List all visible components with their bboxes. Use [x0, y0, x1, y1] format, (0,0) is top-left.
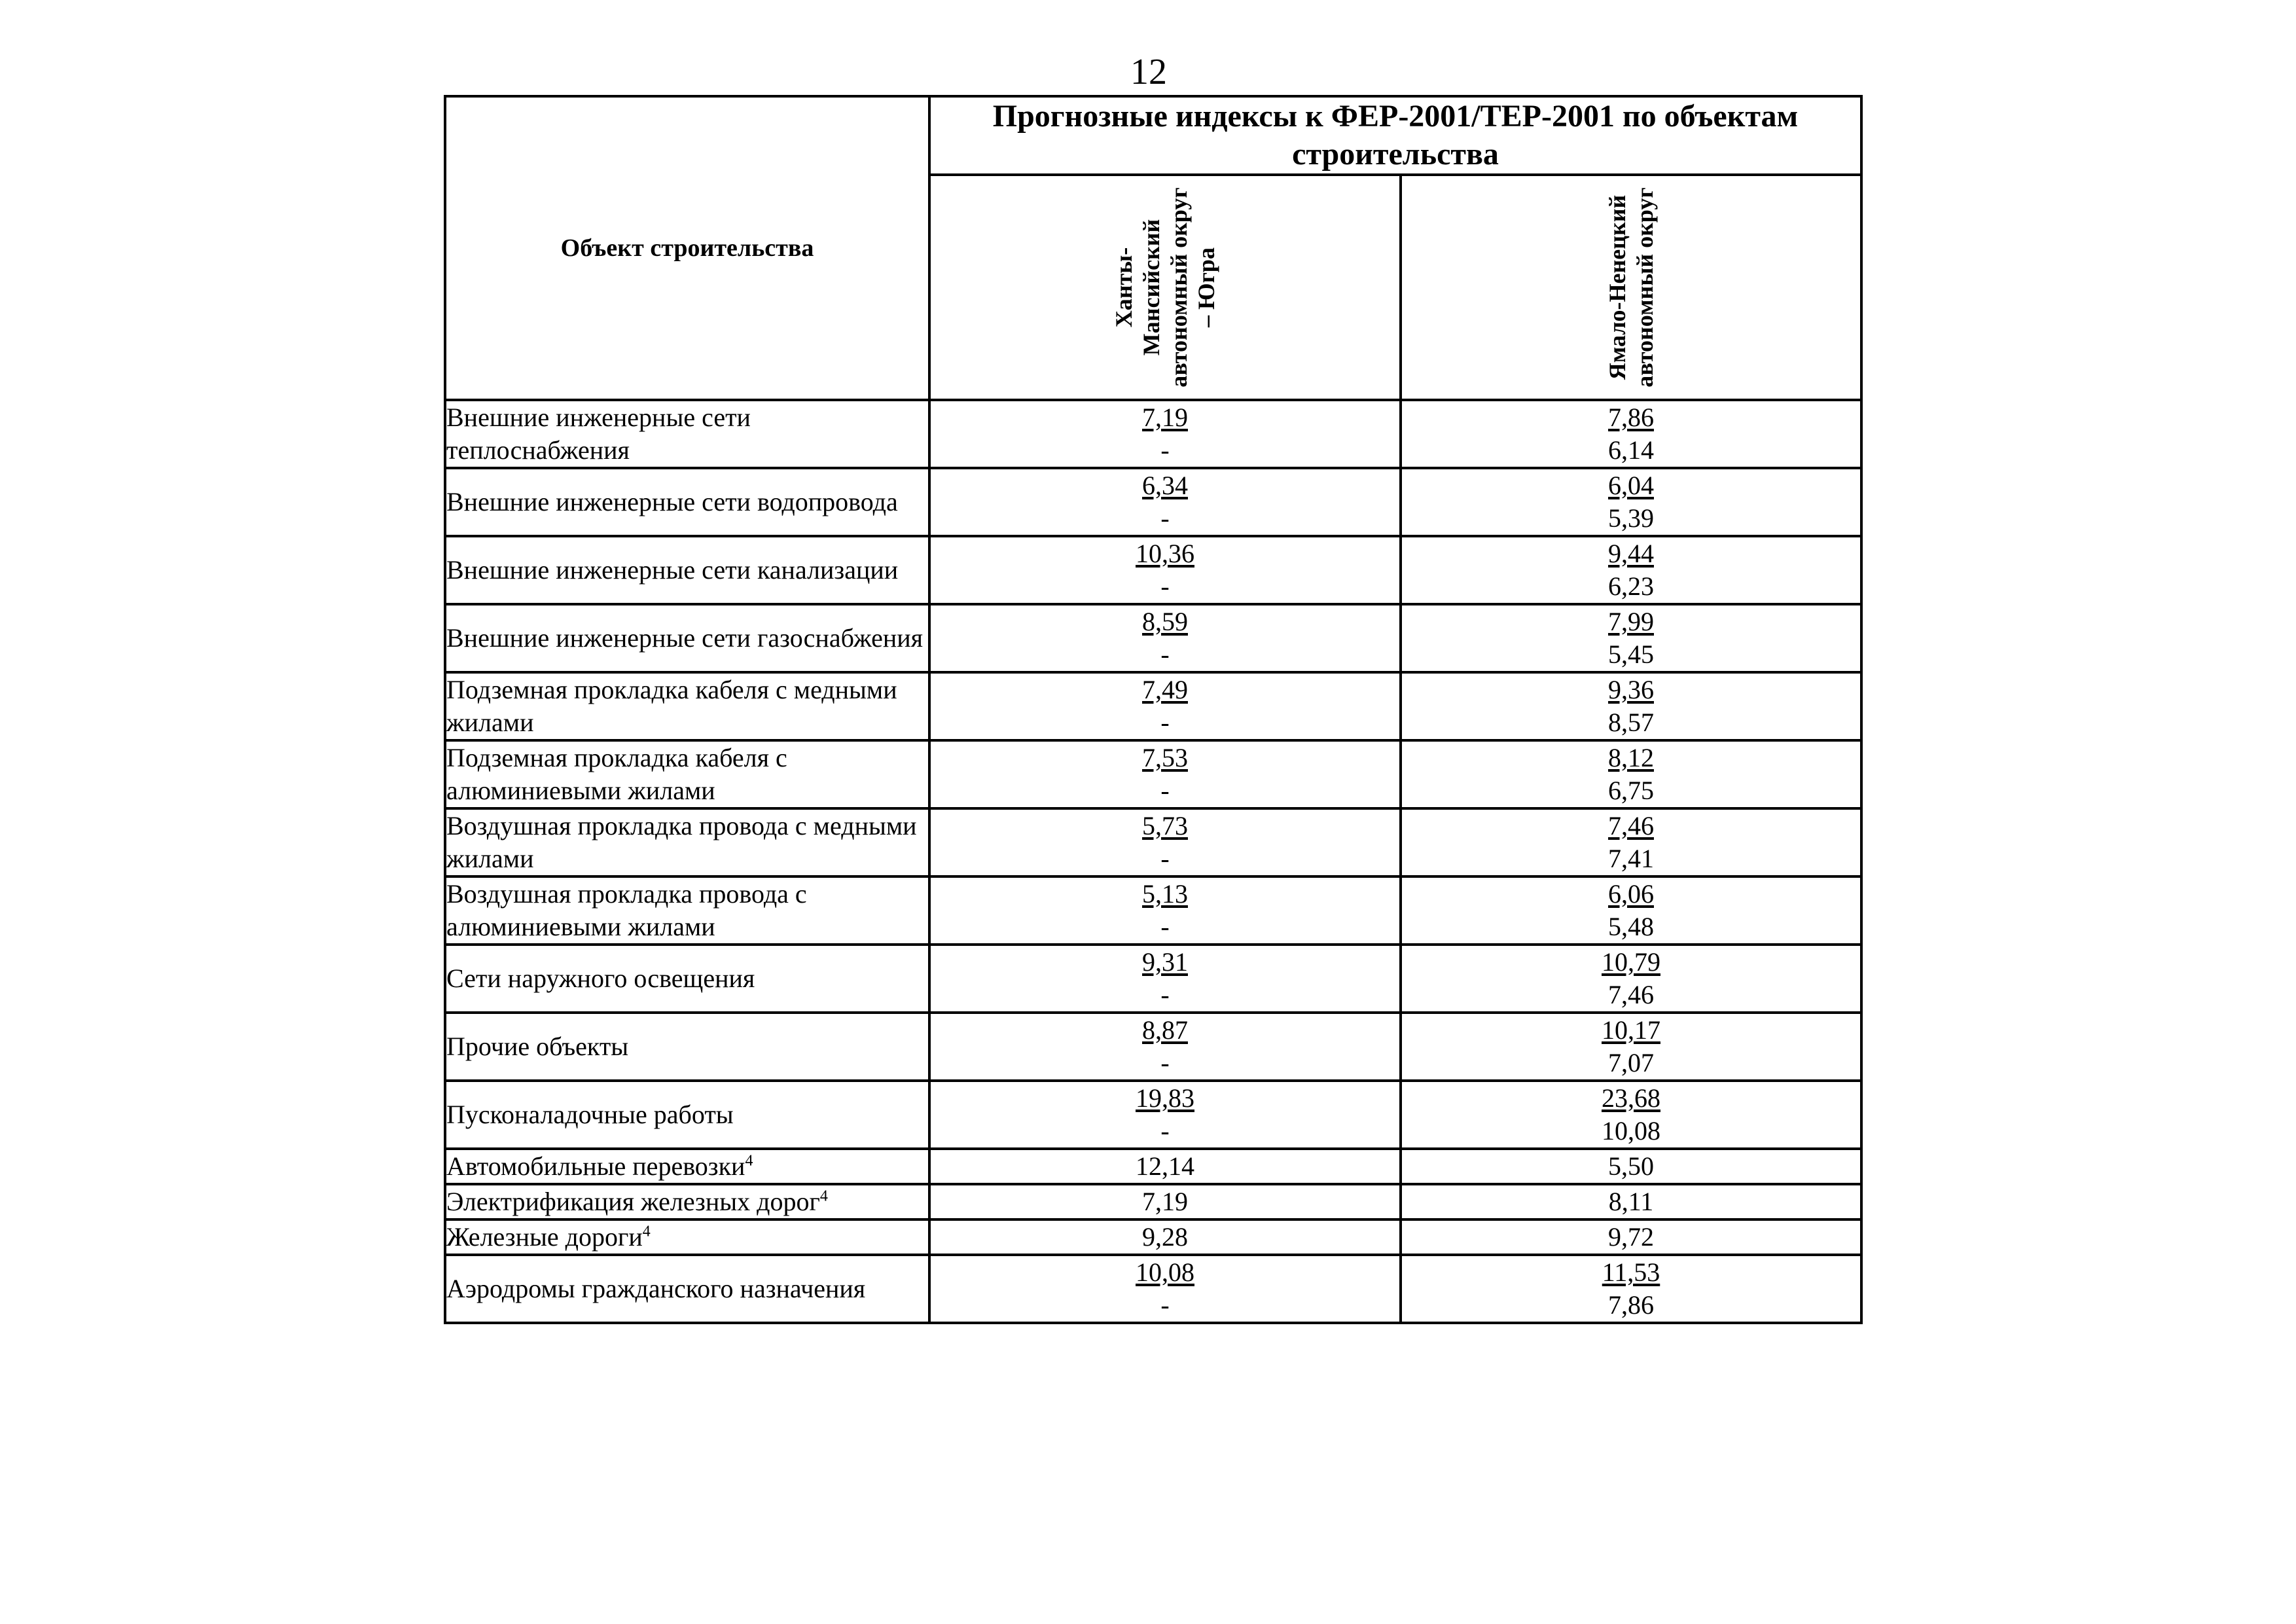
- hmao-index-top: 5,13: [1142, 879, 1188, 909]
- hmao-index-top: 12,14: [1136, 1151, 1194, 1181]
- table-row: [445, 1255, 1861, 1323]
- object-name-cell: Автомобильные перевозки$^4$: [445, 1149, 929, 1184]
- hmao-index-cell: [929, 740, 1401, 808]
- yanao-index-cell: [1401, 1219, 1861, 1255]
- hmao-index-cell: [929, 945, 1401, 1013]
- yanao-index-top: 8,12: [1608, 743, 1654, 772]
- hmao-index-cell: [929, 536, 1401, 604]
- yanao-index-top: 7,46: [1608, 811, 1654, 840]
- table-row: [445, 876, 1861, 945]
- hmao-index-bottom: -: [1160, 708, 1170, 737]
- yanao-index-bottom: 5,48: [1608, 912, 1654, 941]
- yanao-index-top: 7,99: [1608, 607, 1654, 636]
- hmao-index-top: 8,87: [1142, 1015, 1188, 1045]
- yanao-index-cell: [1401, 876, 1861, 945]
- yanao-index-top: 9,44: [1608, 539, 1654, 568]
- yanao-index-top: 8,11: [1608, 1187, 1654, 1216]
- table-row: [445, 1149, 1861, 1184]
- table-row: [445, 1184, 1861, 1219]
- region-header-hmao: Ханты-Мансийский автономный округ – Югра: [929, 175, 1401, 400]
- hmao-index-bottom: -: [1160, 844, 1170, 873]
- yanao-index-bottom: 6,23: [1608, 571, 1654, 601]
- index-table: [444, 95, 1863, 1324]
- yanao-index-cell: [1401, 536, 1861, 604]
- object-name-cell: Аэродромы гражданского назначения: [445, 1255, 929, 1323]
- table-row: [445, 536, 1861, 604]
- hmao-index-bottom: -: [1160, 435, 1170, 465]
- hmao-index-top: 19,83: [1136, 1083, 1194, 1113]
- object-name-cell: Внешние инженерные сети водопровода: [445, 468, 929, 536]
- hmao-index-bottom: -: [1160, 1290, 1170, 1320]
- hmao-index-cell: [929, 468, 1401, 536]
- hmao-index-cell: [929, 876, 1401, 945]
- yanao-index-cell: [1401, 672, 1861, 740]
- yanao-index-cell: [1401, 1149, 1861, 1184]
- hmao-index-bottom: -: [1160, 776, 1170, 805]
- yanao-index-bottom: 5,45: [1608, 640, 1654, 669]
- table-row: [445, 740, 1861, 808]
- yanao-index-top: 23,68: [1602, 1083, 1660, 1113]
- yanao-index-cell: [1401, 400, 1861, 468]
- hmao-index-top: 6,34: [1142, 471, 1188, 500]
- hmao-index-cell: [929, 672, 1401, 740]
- hmao-index-bottom: -: [1160, 503, 1170, 533]
- object-name-cell: Воздушная прокладка провода с медными жилами: [445, 808, 929, 876]
- yanao-index-cell: [1401, 740, 1861, 808]
- yanao-index-bottom: 7,41: [1608, 844, 1654, 873]
- yanao-index-bottom: 6,75: [1608, 776, 1654, 805]
- yanao-index-bottom: 7,86: [1608, 1290, 1654, 1320]
- table-row: [445, 672, 1861, 740]
- yanao-index-bottom: 7,07: [1608, 1048, 1654, 1077]
- yanao-index-cell: [1401, 808, 1861, 876]
- yanao-index-bottom: 8,57: [1608, 708, 1654, 737]
- hmao-index-bottom: -: [1160, 1048, 1170, 1077]
- table-row: [445, 604, 1861, 672]
- hmao-index-bottom: -: [1160, 640, 1170, 669]
- hmao-index-bottom: -: [1160, 571, 1170, 601]
- object-name-cell: Внешние инженерные сети газоснабжения: [445, 604, 929, 672]
- region-header-yanao: Ямало-Ненецкий автономный округ: [1401, 175, 1861, 400]
- yanao-index-top: 9,36: [1608, 675, 1654, 704]
- table-row: [445, 400, 1861, 468]
- hmao-index-bottom: -: [1160, 980, 1170, 1009]
- table-body: [445, 400, 1861, 1323]
- yanao-index-bottom: 6,14: [1608, 435, 1654, 465]
- yanao-index-cell: [1401, 1184, 1861, 1219]
- hmao-index-cell: [929, 604, 1401, 672]
- header-row: [445, 96, 1861, 175]
- hmao-index-bottom: -: [1160, 912, 1170, 941]
- object-name-cell: Подземная прокладка кабеля с медными жилами: [445, 672, 929, 740]
- object-name-cell: Воздушная прокладка провода с алюминиевыми жилами: [445, 876, 929, 945]
- table-row: [445, 1081, 1861, 1149]
- yanao-index-cell: [1401, 1081, 1861, 1149]
- hmao-index-cell: [929, 1184, 1401, 1219]
- hmao-index-top: 8,59: [1142, 607, 1188, 636]
- hmao-index-top: 10,08: [1136, 1257, 1194, 1287]
- object-name-cell: Внешние инженерные сети теплоснабжения: [445, 400, 929, 468]
- object-name-cell: Сети наружного освещения: [445, 945, 929, 1013]
- yanao-index-top: 6,06: [1608, 879, 1654, 909]
- table-row: [445, 1219, 1861, 1255]
- yanao-index-bottom: 7,46: [1608, 980, 1654, 1009]
- hmao-index-top: 7,53: [1142, 743, 1188, 772]
- yanao-index-cell: [1401, 468, 1861, 536]
- yanao-index-top: 5,50: [1608, 1151, 1654, 1181]
- hmao-index-cell: [929, 1149, 1401, 1184]
- yanao-index-top: 7,86: [1608, 403, 1654, 432]
- yanao-index-top: 11,53: [1602, 1257, 1660, 1287]
- yanao-index-cell: [1401, 945, 1861, 1013]
- yanao-index-top: 6,04: [1608, 471, 1654, 500]
- hmao-index-cell: [929, 400, 1401, 468]
- yanao-index-bottom: 10,08: [1602, 1116, 1660, 1146]
- object-name-cell: Пусконаладочные работы: [445, 1081, 929, 1149]
- object-header: Объект строительства: [445, 96, 929, 400]
- hmao-index-cell: [929, 1013, 1401, 1081]
- object-name-cell: Подземная прокладка кабеля с алюминиевыми жилами: [445, 740, 929, 808]
- hmao-index-bottom: -: [1160, 1116, 1170, 1146]
- table-row: [445, 945, 1861, 1013]
- hmao-index-cell: [929, 1081, 1401, 1149]
- hmao-index-top: 9,31: [1142, 947, 1188, 977]
- page-number: 12: [1130, 52, 1167, 92]
- hmao-index-cell: [929, 1255, 1401, 1323]
- yanao-index-cell: [1401, 604, 1861, 672]
- yanao-index-bottom: 5,39: [1608, 503, 1654, 533]
- object-name-cell: Прочие объекты: [445, 1013, 929, 1081]
- hmao-index-top: 7,19: [1142, 1187, 1188, 1216]
- footnote-mark: 4: [819, 1187, 828, 1205]
- yanao-index-top: 9,72: [1608, 1222, 1654, 1252]
- table-row: [445, 468, 1861, 536]
- hmao-index-top: 10,36: [1136, 539, 1194, 568]
- object-name-cell: Внешние инженерные сети канализации: [445, 536, 929, 604]
- table-row: [445, 808, 1861, 876]
- footnote-mark: 4: [745, 1152, 753, 1170]
- forecast-indices-header: Прогнозные индексы к ФЕР-2001/ТЕР-2001 по объектам строительства: [929, 96, 1861, 175]
- hmao-index-top: 7,49: [1142, 675, 1188, 704]
- yanao-index-cell: [1401, 1013, 1861, 1081]
- footnote-mark: 4: [642, 1223, 651, 1240]
- hmao-index-top: 7,19: [1142, 403, 1188, 432]
- hmao-index-cell: [929, 1219, 1401, 1255]
- hmao-index-top: 9,28: [1142, 1222, 1188, 1252]
- hmao-index-cell: [929, 808, 1401, 876]
- hmao-index-top: 5,73: [1142, 811, 1188, 840]
- yanao-index-top: 10,17: [1602, 1015, 1660, 1045]
- yanao-index-top: 10,79: [1602, 947, 1660, 977]
- yanao-index-cell: [1401, 1255, 1861, 1323]
- table-row: [445, 1013, 1861, 1081]
- object-name-cell: Электрификация железных дорог$^4$: [445, 1184, 929, 1219]
- object-name-cell: Железные дороги$^4$: [445, 1219, 929, 1255]
